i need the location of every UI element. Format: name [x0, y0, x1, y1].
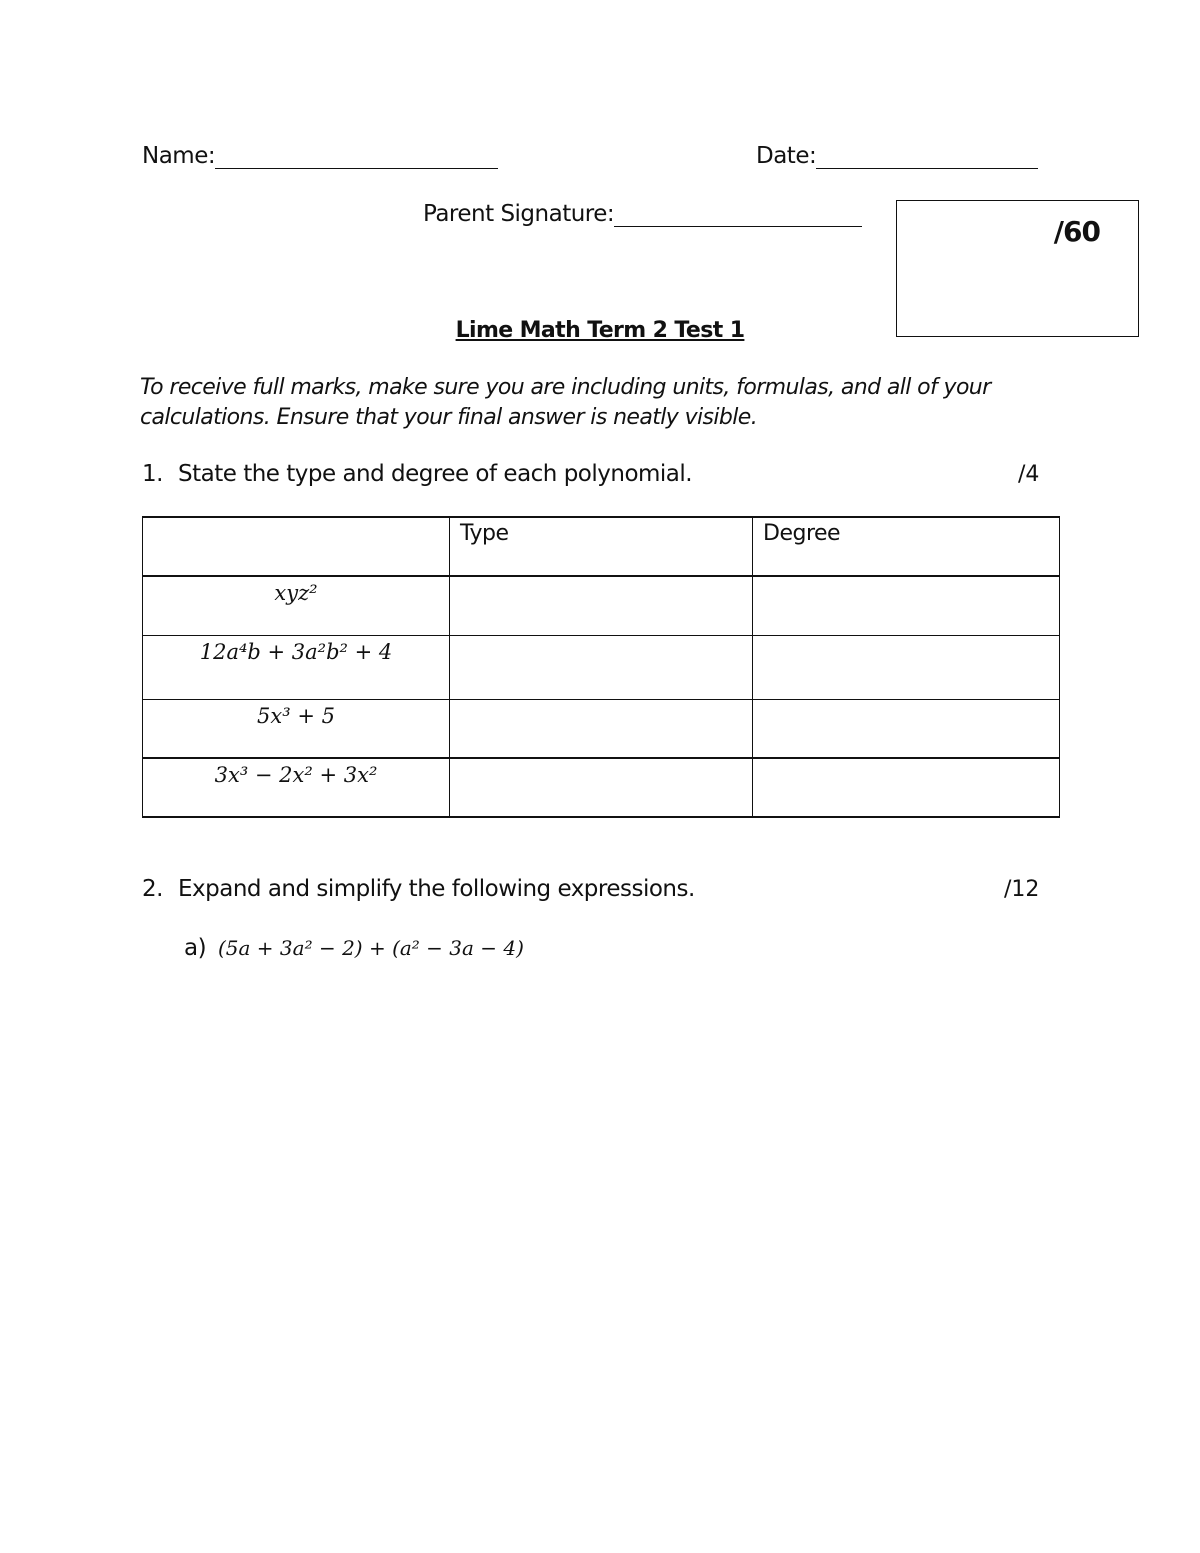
table-row [143, 576, 1060, 635]
polynomial-expression: 3x³ − 2x² + 3x² [143, 758, 450, 817]
q1-marks: /4 [1018, 462, 1040, 487]
signature-blank-line[interactable] [614, 202, 862, 227]
degree-answer-cell[interactable] [753, 758, 1060, 817]
type-answer-cell[interactable] [450, 699, 753, 758]
polynomial-expression: 12a⁴b + 3a²b² + 4 [143, 635, 450, 699]
parent-signature-field [423, 201, 862, 227]
polynomial-table [142, 516, 1060, 818]
header-cell-blank [143, 517, 450, 576]
instructions: To receive full marks, make sure you are including units, formulas, and all of your calculations. Ensure that your final answer is neatly visible. [140, 375, 991, 430]
polynomial-expression: 5x³ + 5 [143, 699, 450, 758]
name-blank-line[interactable] [215, 144, 498, 169]
degree-answer-cell[interactable] [753, 635, 1060, 699]
table-row [143, 758, 1060, 817]
date-label: Date: [756, 143, 817, 169]
q2-part-a-expression: (5a + 3a² − 2) + (a² − 3a − 4) [218, 936, 524, 960]
name-field [142, 143, 498, 169]
date-field [756, 143, 1038, 169]
score-total: /60 [1053, 215, 1100, 248]
test-title: Lime Math Term 2 Test 1 [455, 318, 745, 343]
score-box[interactable] [896, 200, 1139, 337]
header-cell-degree: Degree [753, 517, 1060, 576]
date-blank-line[interactable] [816, 144, 1038, 169]
name-label: Name: [142, 143, 216, 169]
question-2 [142, 876, 1042, 902]
type-answer-cell[interactable] [450, 758, 753, 817]
question-1 [142, 461, 1042, 487]
q2-prompt: Expand and simplify the following expressions. [178, 876, 695, 902]
q2-number: 2. [142, 876, 163, 902]
type-answer-cell[interactable] [450, 635, 753, 699]
q2-marks: /12 [1004, 877, 1040, 902]
signature-label: Parent Signature: [423, 201, 615, 227]
q2-part-a [184, 935, 524, 961]
degree-answer-cell[interactable] [753, 576, 1060, 635]
header-cell-type: Type [450, 517, 753, 576]
q1-prompt: State the type and degree of each polynomial. [178, 461, 693, 487]
q2-part-a-label: a) [184, 935, 207, 961]
table-row [143, 635, 1060, 699]
table-header-row [143, 517, 1060, 576]
q1-number: 1. [142, 461, 163, 487]
polynomial-expression: xyz² [143, 576, 450, 635]
type-answer-cell[interactable] [450, 576, 753, 635]
degree-answer-cell[interactable] [753, 699, 1060, 758]
table-row [143, 699, 1060, 758]
